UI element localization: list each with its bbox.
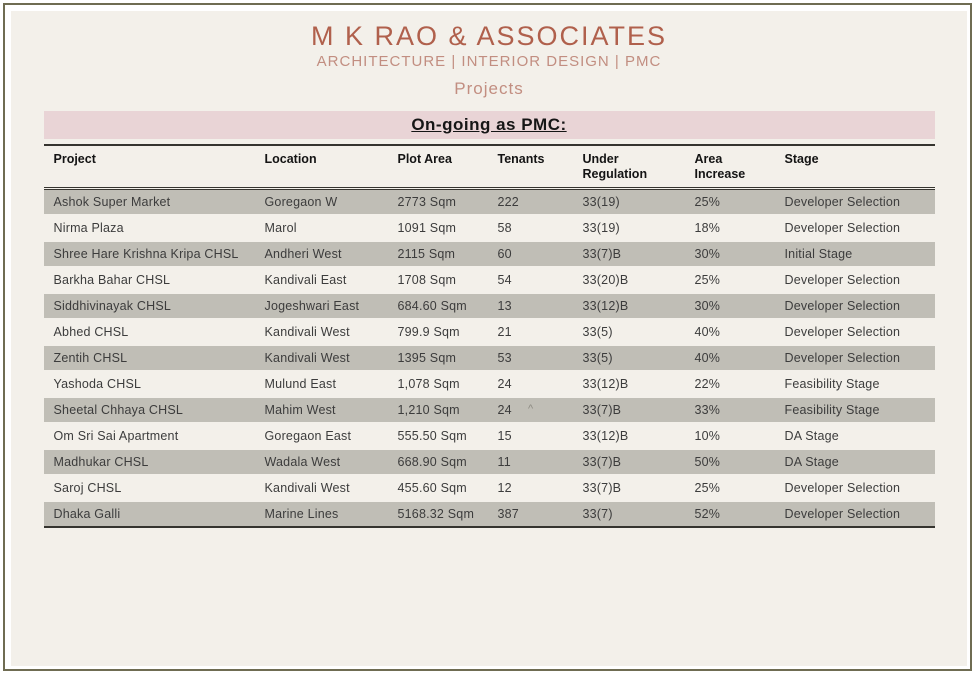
table-cell: Mahim West <box>264 403 336 417</box>
table-cell: Saroj CHSL <box>53 481 122 495</box>
page-content <box>11 11 967 666</box>
table-row <box>44 319 935 345</box>
table-cell: Yashoda CHSL <box>53 377 142 391</box>
table-cell: 2115 Sqm <box>397 247 456 261</box>
table-cell: Developer Selection <box>784 325 901 339</box>
table-cell: Developer Selection <box>784 221 901 235</box>
table-cell: Shree Hare Krishna Kripa CHSL <box>53 247 239 261</box>
table-cell: 387 <box>497 507 519 521</box>
table-cell: 799.9 Sqm <box>397 325 460 339</box>
table-row <box>44 475 935 501</box>
table-cell: 33(20)B <box>582 273 629 287</box>
table-cell: Abhed CHSL <box>53 325 129 339</box>
table-cell: 33(5) <box>582 351 613 365</box>
table-cell: 24 <box>497 377 512 391</box>
table-cell: Kandivali West <box>264 351 350 365</box>
table-cell: 668.90 Sqm <box>397 455 467 469</box>
column-header-label: Project <box>53 152 96 166</box>
table-cell: 40% <box>694 351 721 365</box>
table-cell: 30% <box>694 299 721 313</box>
table-cell: 18% <box>694 221 721 235</box>
table-cell: 33(12)B <box>582 299 629 313</box>
table-row <box>44 189 935 216</box>
column-header <box>775 145 935 189</box>
table-cell: Initial Stage <box>784 247 853 261</box>
table-row <box>44 267 935 293</box>
table-cell: 40% <box>694 325 721 339</box>
table-cell: Mulund East <box>264 377 337 391</box>
table-cell: 33(7)B <box>582 481 622 495</box>
company-title: M K RAO & ASSOCIATES <box>310 21 668 51</box>
table-header-row <box>44 145 935 189</box>
text-cursor-artifact: ^ <box>528 403 534 415</box>
table-cell: Kandivali West <box>264 325 350 339</box>
table-cell: Goregaon East <box>264 429 352 443</box>
column-header-label: Under Regulation <box>582 152 648 181</box>
table-cell: Goregaon W <box>264 195 338 209</box>
table-cell: 1091 Sqm <box>397 221 457 235</box>
table-cell: 10% <box>694 429 721 443</box>
table-cell: Dhaka Galli <box>53 507 121 521</box>
table-cell: 33(19) <box>582 221 620 235</box>
column-header-label: Location <box>264 152 317 166</box>
table-row <box>44 241 935 267</box>
table-cell: 24 <box>497 403 512 417</box>
table-row <box>44 371 935 397</box>
table-cell: Marol <box>264 221 297 235</box>
table-cell: 33(12)B <box>582 377 629 391</box>
table-cell: 33% <box>694 403 721 417</box>
table-cell: 60 <box>497 247 512 261</box>
table-cell: 15 <box>497 429 512 443</box>
table-row <box>44 423 935 449</box>
table-cell: 22% <box>694 377 721 391</box>
table-cell: DA Stage <box>784 429 839 443</box>
table-cell: Ashok Super Market <box>53 195 171 209</box>
table-cell: Kandivali West <box>264 481 350 495</box>
company-subtitle: ARCHITECTURE | INTERIOR DESIGN | PMC <box>316 53 662 70</box>
table-cell: 33(5) <box>582 325 613 339</box>
projects-table <box>44 144 935 528</box>
column-header <box>255 145 388 189</box>
column-header-label: Tenants <box>497 152 545 166</box>
table-cell: 50% <box>694 455 721 469</box>
column-header <box>44 145 255 189</box>
page-title: Projects <box>454 79 524 98</box>
table-row <box>44 449 935 475</box>
table-row <box>44 293 935 319</box>
table-cell: 11 <box>497 455 511 469</box>
table-cell: 684.60 Sqm <box>397 299 467 313</box>
table-cell: Developer Selection <box>784 299 901 313</box>
column-header-label: Area Increase <box>694 152 746 181</box>
table-cell: Madhukar CHSL <box>53 455 149 469</box>
table-cell: 455.60 Sqm <box>397 481 467 495</box>
table-cell: 13 <box>497 299 512 313</box>
table-cell: 25% <box>694 195 721 209</box>
table-row <box>44 501 935 527</box>
table-cell: Developer Selection <box>784 195 901 209</box>
table-cell: Wadala West <box>264 455 341 469</box>
table-cell: Feasibility Stage <box>784 403 880 417</box>
table-cell: 1708 Sqm <box>397 273 457 287</box>
table-cell: 53 <box>497 351 512 365</box>
table-cell: Developer Selection <box>784 507 901 521</box>
section-banner: On-going as PMC: <box>44 111 935 139</box>
table-row <box>44 345 935 371</box>
document-header <box>11 11 967 99</box>
table-cell: 58 <box>497 221 512 235</box>
table-cell: Developer Selection <box>784 273 901 287</box>
column-header <box>573 145 685 189</box>
table-cell: Feasibility Stage <box>784 377 880 391</box>
table-cell: 21 <box>497 325 512 339</box>
table-cell: 33(19) <box>582 195 620 209</box>
table-cell: 25% <box>694 273 721 287</box>
table-cell: Developer Selection <box>784 481 901 495</box>
column-header-label: Stage <box>784 152 819 166</box>
table-cell: 33(7)B <box>582 403 622 417</box>
table-body <box>44 189 935 528</box>
table-cell: 5168.32 Sqm <box>397 507 475 521</box>
column-header-label: Plot Area <box>397 152 452 166</box>
column-header <box>488 145 573 189</box>
table-cell: 1395 Sqm <box>397 351 457 365</box>
table-cell: 222 <box>497 195 519 209</box>
table-cell: 33(7)B <box>582 455 622 469</box>
table-cell: Developer Selection <box>784 351 901 365</box>
table-cell: 33(7) <box>582 507 613 521</box>
table-cell: 12 <box>497 481 512 495</box>
table-cell: Sheetal Chhaya CHSL <box>53 403 184 417</box>
table-cell: Zentih CHSL <box>53 351 128 365</box>
column-header <box>685 145 775 189</box>
table-cell: Marine Lines <box>264 507 339 521</box>
table-cell: Kandivali East <box>264 273 347 287</box>
table-cell: 25% <box>694 481 721 495</box>
table-cell: 2773 Sqm <box>397 195 457 209</box>
header-row <box>44 145 935 189</box>
table-cell: Andheri West <box>264 247 342 261</box>
table-row <box>44 215 935 241</box>
table-row <box>44 397 935 423</box>
table-cell: 555.50 Sqm <box>397 429 467 443</box>
table-cell: DA Stage <box>784 455 839 469</box>
table-cell: Siddhivinayak CHSL <box>53 299 172 313</box>
table-cell: Jogeshwari East <box>264 299 360 313</box>
table-cell: 52% <box>694 507 721 521</box>
table-cell: 33(7)B <box>582 247 622 261</box>
table-cell: 1,078 Sqm <box>397 377 460 391</box>
table-cell: Nirma Plaza <box>53 221 124 235</box>
table-cell: 30% <box>694 247 721 261</box>
table-cell: 54 <box>497 273 512 287</box>
table-cell: 33(12)B <box>582 429 629 443</box>
table-cell: 1,210 Sqm <box>397 403 460 417</box>
table-cell: Om Sri Sai Apartment <box>53 429 179 443</box>
table-cell: Barkha Bahar CHSL <box>53 273 171 287</box>
column-header <box>388 145 488 189</box>
